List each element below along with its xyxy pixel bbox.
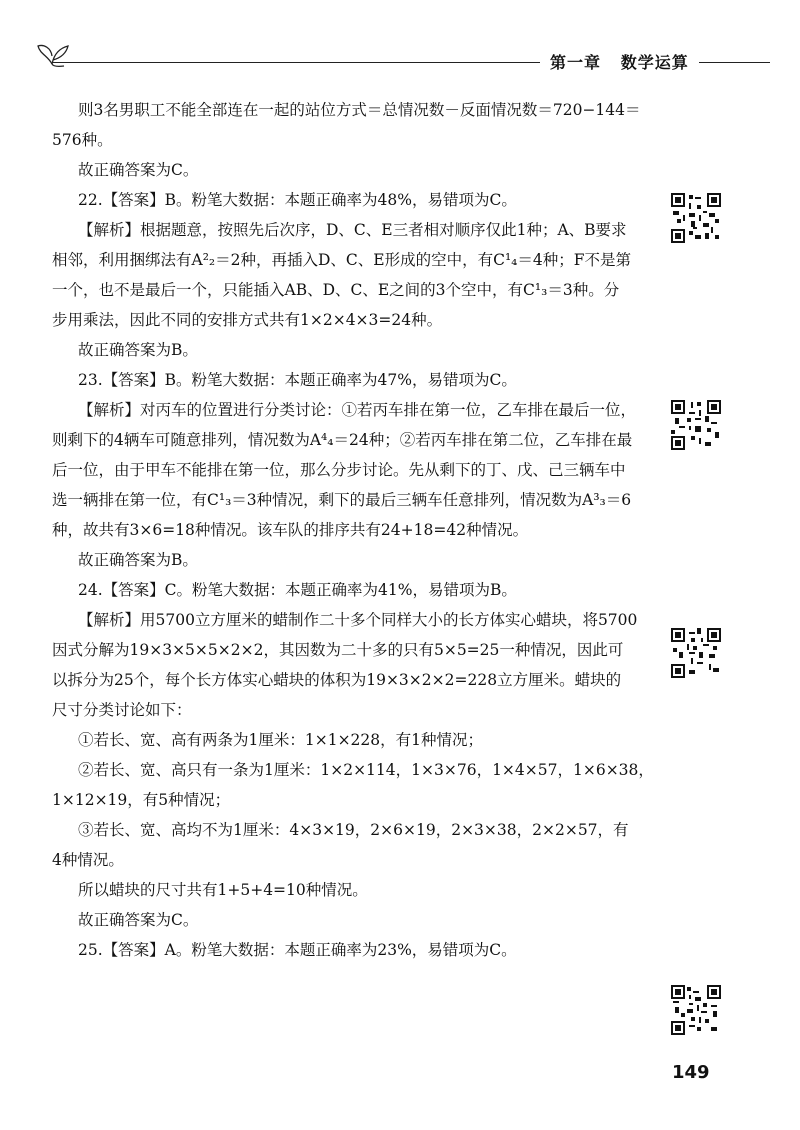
text-line: ①若长、宽、高有两条为1厘米：1×1×228，有1种情况；: [78, 731, 484, 749]
qr-code-icon: [671, 193, 721, 243]
text-line: 1×12×19，有5种情况；: [52, 791, 231, 809]
text-line: 则剩下的4辆车可随意排列，情况数为A⁴₄＝24种；②若丙车排在第二位，乙车排在最: [52, 431, 633, 449]
text-line: 一个，也不是最后一个，只能插入AB、D、C、E之间的3个空中，有C¹₃＝3种。分: [52, 281, 620, 299]
analysis-line: 【解析】根据题意，按照先后次序，D、C、E三者相对顺序仅此1种；A、B要求: [78, 221, 627, 239]
analysis-line: 【解析】对丙车的位置进行分类讨论：①若丙车排在第一位，乙车排在最后一位，: [78, 401, 637, 419]
leaf-ornament-icon: [34, 36, 74, 70]
text-line: 相邻，利用捆绑法有A²₂＝2种，再插入D、C、E形成的空中，有C¹₄＝4种；F不是第: [52, 251, 631, 269]
answer-line-23: 23.【答案】B。粉笔大数据：本题正确率为47%，易错项为C。: [78, 371, 517, 389]
text-line: 则3名男职工不能全部连在一起的站位方式＝总情况数－反面情况数＝720−144＝: [78, 101, 641, 119]
analysis-line: 【解析】用5700立方厘米的蜡制作二十多个同样大小的长方体实心蜡块，将5700: [78, 611, 638, 629]
text-line: 故正确答案为C。: [78, 161, 199, 179]
qr-code-icon: [671, 400, 721, 450]
page-body: [52, 95, 654, 965]
text-line: 故正确答案为B。: [78, 341, 198, 359]
text-line: 选一辆排在第一位，有C¹₃＝3种情况，剩下的最后三辆车任意排列，情况数为A³₃＝6: [52, 491, 632, 509]
answer-line-22: 22.【答案】B。粉笔大数据：本题正确率为48%，易错项为C。: [78, 191, 517, 209]
text-line: ③若长、宽、高均不为1厘米：4×3×19，2×6×19，2×3×38，2×2×57，有: [78, 821, 629, 839]
text-line: ②若长、宽、高只有一条为1厘米：1×2×114，1×3×76，1×4×57，1×6×38，: [78, 761, 654, 779]
text-line: 576种。: [52, 131, 113, 149]
text-line: 尺寸分类讨论如下：: [52, 701, 192, 719]
text-line: 4种情况。: [52, 851, 124, 869]
answer-line-25: 25.【答案】A。粉笔大数据：本题正确率为23%，易错项为C。: [78, 941, 517, 959]
text-line: 故正确答案为C。: [78, 911, 199, 929]
answer-line-24: 24.【答案】C。粉笔大数据：本题正确率为41%，易错项为B。: [78, 581, 517, 599]
qr-code-icon: [671, 985, 721, 1035]
text-line: 后一位，由于甲车不能排在第一位，那么分步讨论。先从剩下的丁、戊、己三辆车中: [52, 461, 626, 479]
qr-code-icon: [671, 628, 721, 678]
text-line: 故正确答案为B。: [78, 551, 198, 569]
text-line: 因式分解为19×3×5×5×2×2，其因数为二十多的只有5×5=25一种情况，因此可: [52, 641, 624, 659]
section-label: 数学运算: [620, 53, 689, 72]
page-number: 149: [672, 1062, 710, 1083]
text-line: 所以蜡块的尺寸共有1+5+4=10种情况。: [78, 881, 368, 899]
text-line: 以拆分为25个，每个长方体实心蜡块的体积为19×3×2×2=228立方厘米。蜡块的: [52, 671, 622, 689]
text-line: 步用乘法，因此不同的安排方式共有1×2×4×3=24种。: [52, 311, 443, 329]
text-line: 种，故共有3×6=18种情况。该车队的排序共有24+18=42种情况。: [52, 521, 529, 539]
chapter-label: 第一章: [550, 53, 602, 72]
chapter-header: [540, 50, 699, 73]
